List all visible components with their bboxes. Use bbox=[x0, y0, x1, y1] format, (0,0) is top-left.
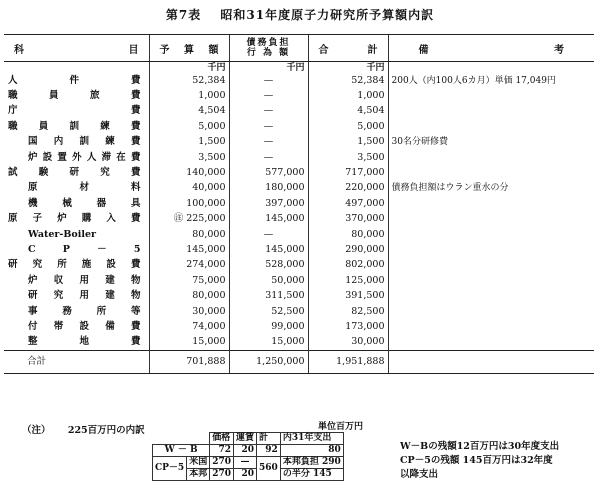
row-debt: 311,500 bbox=[229, 288, 308, 303]
row-remark bbox=[388, 288, 594, 303]
row-budget: 4,504 bbox=[149, 104, 229, 119]
breakdown-header-row bbox=[153, 433, 344, 445]
bd-cp5-jp-price: 270 bbox=[210, 469, 234, 481]
row-item-name: 職 員 旅 費 bbox=[8, 90, 141, 102]
row-budget: 40,000 bbox=[149, 181, 229, 196]
row-debt: 52,500 bbox=[229, 304, 308, 319]
row-remark bbox=[388, 196, 594, 211]
row-item-name: 整 地 費 bbox=[28, 336, 141, 348]
header-budget: 予 算 額 bbox=[149, 35, 229, 62]
row-budget: 100,000 bbox=[149, 196, 229, 211]
row-total: 80,000 bbox=[308, 227, 388, 242]
breakdown-row-wb bbox=[153, 445, 344, 457]
row-item-name: 機 械 器 具 bbox=[28, 197, 141, 209]
row-debt: — bbox=[229, 104, 308, 119]
row-budget: 80,000 bbox=[149, 288, 229, 303]
table-row bbox=[4, 288, 594, 303]
row-remark bbox=[388, 212, 594, 227]
unit-row bbox=[4, 62, 594, 74]
row-total: 1,500 bbox=[308, 135, 388, 150]
row-item-name: 研 究 所 施 設 費 bbox=[8, 259, 141, 271]
row-budget: 274,000 bbox=[149, 258, 229, 273]
row-total: 5,000 bbox=[308, 119, 388, 134]
row-debt: 15,000 bbox=[229, 335, 308, 351]
row-item-name: 原 材 料 bbox=[28, 182, 141, 194]
table-row bbox=[4, 335, 594, 351]
row-total: 52,384 bbox=[308, 73, 388, 88]
row-remark bbox=[388, 104, 594, 119]
bd-header-sum: 計 bbox=[257, 433, 281, 445]
header-debt: 債務負担 行 為 額 bbox=[229, 35, 308, 62]
budget-table bbox=[4, 34, 594, 374]
footnote-label: （注） bbox=[22, 425, 51, 436]
row-item-name: 炉設置外人滞在費 bbox=[28, 151, 141, 163]
row-remark: 債務負担額はウラン重水の分 bbox=[388, 181, 594, 196]
bd-cp5-jp-freight: 20 bbox=[234, 469, 257, 481]
row-budget: 1,500 bbox=[149, 135, 229, 150]
row-debt: — bbox=[229, 150, 308, 165]
row-debt: 397,000 bbox=[229, 196, 308, 211]
row-debt: — bbox=[229, 135, 308, 150]
side-note-line: 以降支出 bbox=[400, 469, 439, 480]
breakdown-row-cp5-us bbox=[153, 457, 344, 469]
table-row bbox=[4, 88, 594, 103]
row-remark bbox=[388, 304, 594, 319]
row-item-name: C P － 5 bbox=[28, 243, 141, 255]
row-budget: 145,000 bbox=[149, 242, 229, 257]
row-item-name: 庁 費 bbox=[8, 105, 141, 117]
unit-total: 千円 bbox=[308, 62, 388, 74]
row-debt: 50,000 bbox=[229, 273, 308, 288]
row-item-name: 原 子 炉 購 入 費 bbox=[8, 213, 141, 225]
table-row bbox=[4, 304, 594, 319]
row-debt: 528,000 bbox=[229, 258, 308, 273]
unit-budget: 千円 bbox=[149, 62, 229, 74]
row-total: 125,000 bbox=[308, 273, 388, 288]
table-row bbox=[4, 135, 594, 150]
side-note bbox=[400, 440, 600, 482]
row-total: 30,000 bbox=[308, 335, 388, 351]
table-row bbox=[4, 165, 594, 180]
row-budget: 74,000 bbox=[149, 319, 229, 334]
row-budget: 15,000 bbox=[149, 335, 229, 351]
side-note-line: W－Bの残額12百万円は30年度支出 bbox=[400, 441, 560, 452]
bd-wb-sum: 92 bbox=[257, 445, 281, 457]
bd-cp5-us-price: 270 bbox=[210, 457, 234, 469]
row-remark: 200人（内100人6カ月）単価 17,049円 bbox=[388, 73, 594, 88]
table-row bbox=[4, 181, 594, 196]
row-remark bbox=[388, 119, 594, 134]
row-debt: — bbox=[229, 119, 308, 134]
row-item-name: 事 務 所 等 bbox=[28, 305, 141, 317]
row-remark bbox=[388, 150, 594, 165]
row-remark bbox=[388, 88, 594, 103]
row-debt: — bbox=[229, 73, 308, 88]
row-budget: 140,000 bbox=[149, 165, 229, 180]
bd-cp5-us-within: 本邦負担 290 bbox=[280, 457, 343, 469]
row-total: 3,500 bbox=[308, 150, 388, 165]
unit-debt: 千円 bbox=[229, 62, 308, 74]
row-item-name: 炉 収 用 建 物 bbox=[28, 274, 141, 286]
bd-cp5-jp-label: 本邦 bbox=[187, 469, 210, 481]
row-debt: 145,000 bbox=[229, 212, 308, 227]
row-total: 4,504 bbox=[308, 104, 388, 119]
row-debt: 577,000 bbox=[229, 165, 308, 180]
total-remark bbox=[388, 351, 594, 374]
header-total: 合 計 bbox=[308, 35, 388, 62]
total-row bbox=[4, 351, 594, 374]
row-total: 1,000 bbox=[308, 88, 388, 103]
table-row bbox=[4, 150, 594, 165]
row-remark bbox=[388, 227, 594, 242]
breakdown-table bbox=[152, 432, 344, 481]
row-budget: 1,000 bbox=[149, 88, 229, 103]
row-remark bbox=[388, 242, 594, 257]
row-budget: 3,500 bbox=[149, 150, 229, 165]
row-total: 717,000 bbox=[308, 165, 388, 180]
side-note-line: CP－5の残額 145百万円は32年度 bbox=[400, 455, 553, 466]
sub-table-unit: 単位百万円 bbox=[318, 422, 364, 432]
table-row bbox=[4, 73, 594, 88]
row-budget: 52,384 bbox=[149, 73, 229, 88]
row-debt: 99,000 bbox=[229, 319, 308, 334]
row-total: 391,500 bbox=[308, 288, 388, 303]
total-total: 1,951,888 bbox=[308, 351, 388, 374]
row-item-name: 国 内 訓 練 費 bbox=[28, 136, 141, 148]
bd-wb-within: 80 bbox=[280, 445, 343, 457]
table-row bbox=[4, 242, 594, 257]
total-budget: 701,888 bbox=[149, 351, 229, 374]
footnote-text: 225百万円の内訳 bbox=[67, 425, 145, 436]
row-total: 82,500 bbox=[308, 304, 388, 319]
row-debt: — bbox=[229, 227, 308, 242]
row-budget: ㊟ 225,000 bbox=[149, 212, 229, 227]
bd-cp5-name: CP－5 bbox=[153, 457, 187, 481]
row-total: 220,000 bbox=[308, 181, 388, 196]
table-row bbox=[4, 273, 594, 288]
row-item-name: 試 験 研 究 費 bbox=[8, 167, 141, 179]
row-debt: 145,000 bbox=[229, 242, 308, 257]
bd-cp5-sum: 560 bbox=[257, 457, 281, 481]
row-remark: 30名分研修費 bbox=[388, 135, 594, 150]
row-item-name: 人 件 費 bbox=[8, 74, 141, 86]
bd-wb-name: W － B bbox=[153, 445, 210, 457]
row-budget: 80,000 bbox=[149, 227, 229, 242]
page-title bbox=[0, 6, 600, 23]
row-item-name: 付 帯 設 備 費 bbox=[28, 320, 141, 332]
table-row bbox=[4, 227, 594, 242]
header-row bbox=[4, 35, 594, 62]
row-remark bbox=[388, 165, 594, 180]
row-total: 290,000 bbox=[308, 242, 388, 257]
row-total: 173,000 bbox=[308, 319, 388, 334]
table-row bbox=[4, 196, 594, 211]
header-item: 科 目 bbox=[4, 35, 149, 62]
bd-wb-freight: 20 bbox=[234, 445, 257, 457]
row-item-name: 研 究 用 建 物 bbox=[28, 290, 141, 302]
table-row bbox=[4, 119, 594, 134]
table-row bbox=[4, 258, 594, 273]
bd-cp5-us-freight: — bbox=[234, 457, 257, 469]
row-budget: 5,000 bbox=[149, 119, 229, 134]
row-item-name: 職 員 訓 練 費 bbox=[8, 120, 141, 132]
row-budget: 75,000 bbox=[149, 273, 229, 288]
table-row bbox=[4, 104, 594, 119]
bd-header-freight: 運賃 bbox=[234, 433, 257, 445]
row-remark bbox=[388, 258, 594, 273]
bd-cp5-jp-within: の半分 145 bbox=[280, 469, 343, 481]
table-row bbox=[4, 319, 594, 334]
row-remark bbox=[388, 319, 594, 334]
row-total: 370,000 bbox=[308, 212, 388, 227]
row-total: 802,000 bbox=[308, 258, 388, 273]
row-debt: 180,000 bbox=[229, 181, 308, 196]
table-title: 昭和31年度原子力研究所予算額内訳 bbox=[220, 8, 435, 22]
row-remark bbox=[388, 335, 594, 351]
header-remarks: 備 考 bbox=[388, 35, 594, 62]
row-debt: — bbox=[229, 88, 308, 103]
bd-cp5-us-label: 米国 bbox=[187, 457, 210, 469]
bd-header-within: 内31年支出 bbox=[280, 433, 343, 445]
bd-wb-price: 72 bbox=[210, 445, 234, 457]
total-debt: 1,250,000 bbox=[229, 351, 308, 374]
table-number: 第7表 bbox=[165, 8, 202, 22]
bd-header-price: 価格 bbox=[210, 433, 234, 445]
total-label: 合計 bbox=[4, 351, 149, 374]
row-budget: 30,000 bbox=[149, 304, 229, 319]
row-item-name: Water-Boiler bbox=[28, 228, 97, 240]
table-row bbox=[4, 212, 594, 227]
row-total: 497,000 bbox=[308, 196, 388, 211]
row-remark bbox=[388, 273, 594, 288]
footnote bbox=[22, 422, 145, 436]
